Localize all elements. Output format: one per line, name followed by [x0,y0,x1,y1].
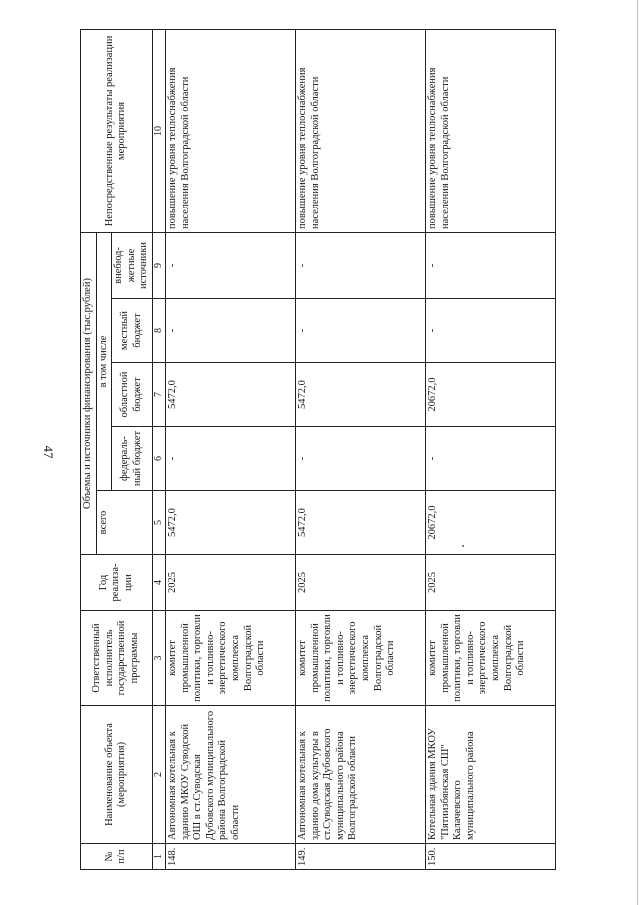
row-result: повышение уровня теплоснабжения населения Волгоградской области [165,29,295,232]
page-number: 47 [41,445,56,459]
row-regional: 20672,0 [425,363,555,427]
row-year: 2025 [425,555,555,611]
scan-edge-line [637,0,638,905]
column-number: 5 [152,491,165,555]
column-number: 6 [152,427,165,491]
header-federal: федераль- ный бюджет [112,427,153,491]
row-offbudget: - [425,232,555,298]
column-number: 7 [152,363,165,427]
row-year: 2025 [165,555,295,611]
table-row [425,29,555,869]
row-local: - [295,299,425,363]
row-offbudget: - [295,232,425,298]
row-executor: комитет промышленной политики, торговли и топливно-энергетического комплекса Волгоградской области [295,611,425,706]
header-offbudget: внебюд- жетные источники [112,232,153,298]
row-offbudget: - [165,232,295,298]
rotated-document [80,30,530,870]
column-number: 9 [152,232,165,298]
row-num: 149. [295,844,425,870]
header-total: всего [96,491,152,555]
header-regional: областной бюджет [112,363,153,427]
header-including: в том числе [96,232,112,490]
column-number: 1 [152,844,165,870]
column-number: 3 [152,611,165,706]
row-object-name: Автономная котельная к зданию дома культуры в ст.Суводская Дубовского муниципального района Волгоградской области [295,706,425,844]
column-number: 10 [152,29,165,232]
scan-speck [462,545,464,547]
row-num: 150. [425,844,555,870]
header-year: Год реализа- ции [81,555,153,611]
row-regional: 5472,0 [165,363,295,427]
header-results: Непосредственные результаты реализации мероприятия [81,29,153,232]
row-total: 5472,0 [295,491,425,555]
row-object-name: Автономная котельная к зданию МКОУ Суводской ОШ в ст.Суводская Дубовского муниципального района Волгоградской области [165,706,295,844]
column-number: 8 [152,299,165,363]
header-num: № п/п [81,844,153,870]
row-federal: - [165,427,295,491]
row-executor: комитет промышленной политики, торговли и топливно-энергетического комплекса Волгоградской области [425,611,555,706]
financing-table [80,29,556,870]
row-total: 20672,0 [425,491,555,555]
row-result: повышение уровня теплоснабжения населения Волгоградской области [295,29,425,232]
column-number-row [152,29,165,869]
table-row [295,29,425,869]
header-financing: Объемы и источники финансирования (тыс.рублей) [81,232,97,554]
table-row [165,29,295,869]
row-federal: - [295,427,425,491]
row-executor: комитет промышленной политики, торговли и топливно-энергетического комплекса Волгоградской области [165,611,295,706]
row-object-name: Котельная здания МКОУ "Пятиизбянская СШ" Калачевского муниципального района [425,706,555,844]
row-federal: - [425,427,555,491]
row-num: 148. [165,844,295,870]
row-local: - [165,299,295,363]
row-result: повышение уровня теплоснабжения населения Волгоградской области [425,29,555,232]
header-local: местный бюджет [112,299,153,363]
row-local: - [425,299,555,363]
row-year: 2025 [295,555,425,611]
row-regional: 5472,0 [295,363,425,427]
header-executor: Ответственный исполнитель государственной программы [81,611,153,706]
header-object-name: Наименование объекта (мероприятия) [81,706,153,844]
column-number: 2 [152,706,165,844]
column-number: 4 [152,555,165,611]
row-total: 5472,0 [165,491,295,555]
